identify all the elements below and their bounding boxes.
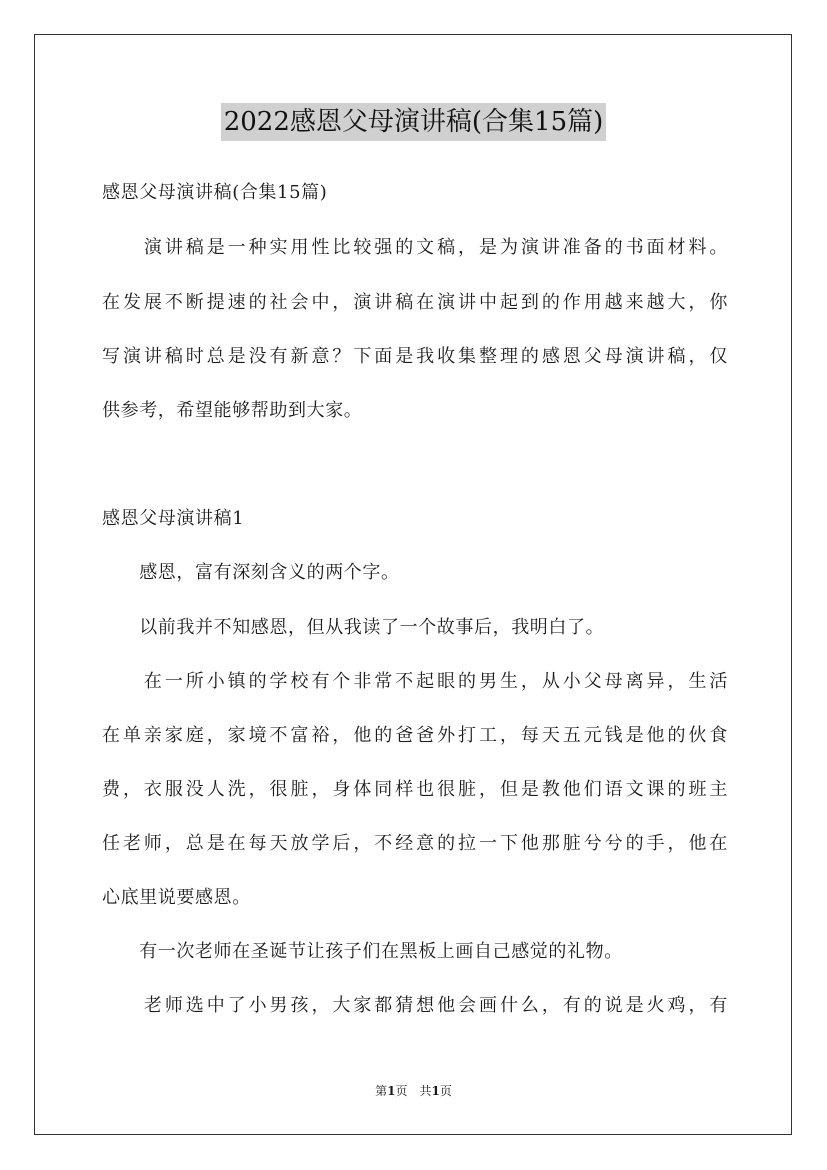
document-subtitle: 感恩父母演讲稿(合集15篇) — [102, 182, 328, 203]
footer-page-prefix: 第 — [375, 1084, 388, 1098]
footer-page-suffix: 页 — [439, 1084, 452, 1098]
section-heading: 感恩父母演讲稿1 — [102, 508, 245, 529]
body-line: 老师选中了小男孩，大家都猜想他会画什么，有的说是火鸡，有 — [102, 995, 728, 1016]
body-line: 心底里说要感恩。 — [102, 887, 251, 908]
page-footer — [0, 1082, 827, 1100]
document-title-container — [0, 103, 827, 141]
body-line: 在一所小镇的学校有个非常不起眼的男生，从小父母离异，生活 — [102, 671, 728, 692]
body-line: 任老师，总是在每天放学后，不经意的拉一下他那脏兮兮的手，他在 — [102, 833, 728, 854]
body-line: 有一次老师在圣诞节让孩子们在黑板上画自己感觉的礼物。 — [102, 941, 623, 962]
intro-line: 供参考，希望能够帮助到大家。 — [102, 400, 363, 421]
body-line: 在单亲家庭，家境不富裕，他的爸爸外打工，每天五元钱是他的伙食 — [102, 725, 728, 746]
footer-page-total: 1 — [431, 1084, 440, 1098]
intro-line: 写演讲稿时总是没有新意？下面是我收集整理的感恩父母演讲稿，仅 — [102, 346, 728, 367]
body-line: 以前我并不知感恩，但从我读了一个故事后，我明白了。 — [102, 617, 605, 638]
footer-page-mid: 页 共 — [395, 1084, 432, 1098]
document-title: 2022感恩父母演讲稿(合集15篇) — [221, 103, 607, 141]
footer-page-current: 1 — [387, 1084, 396, 1098]
body-line: 感恩，富有深刻含义的两个字。 — [102, 562, 400, 583]
intro-line: 演讲稿是一种实用性比较强的文稿，是为演讲准备的书面材料。 — [102, 237, 728, 258]
intro-line: 在发展不断提速的社会中，演讲稿在演讲中起到的作用越来越大，你 — [102, 292, 728, 313]
body-line: 费，衣服没人洗，很脏，身体同样也很脏，但是教他们语文课的班主 — [102, 779, 728, 800]
